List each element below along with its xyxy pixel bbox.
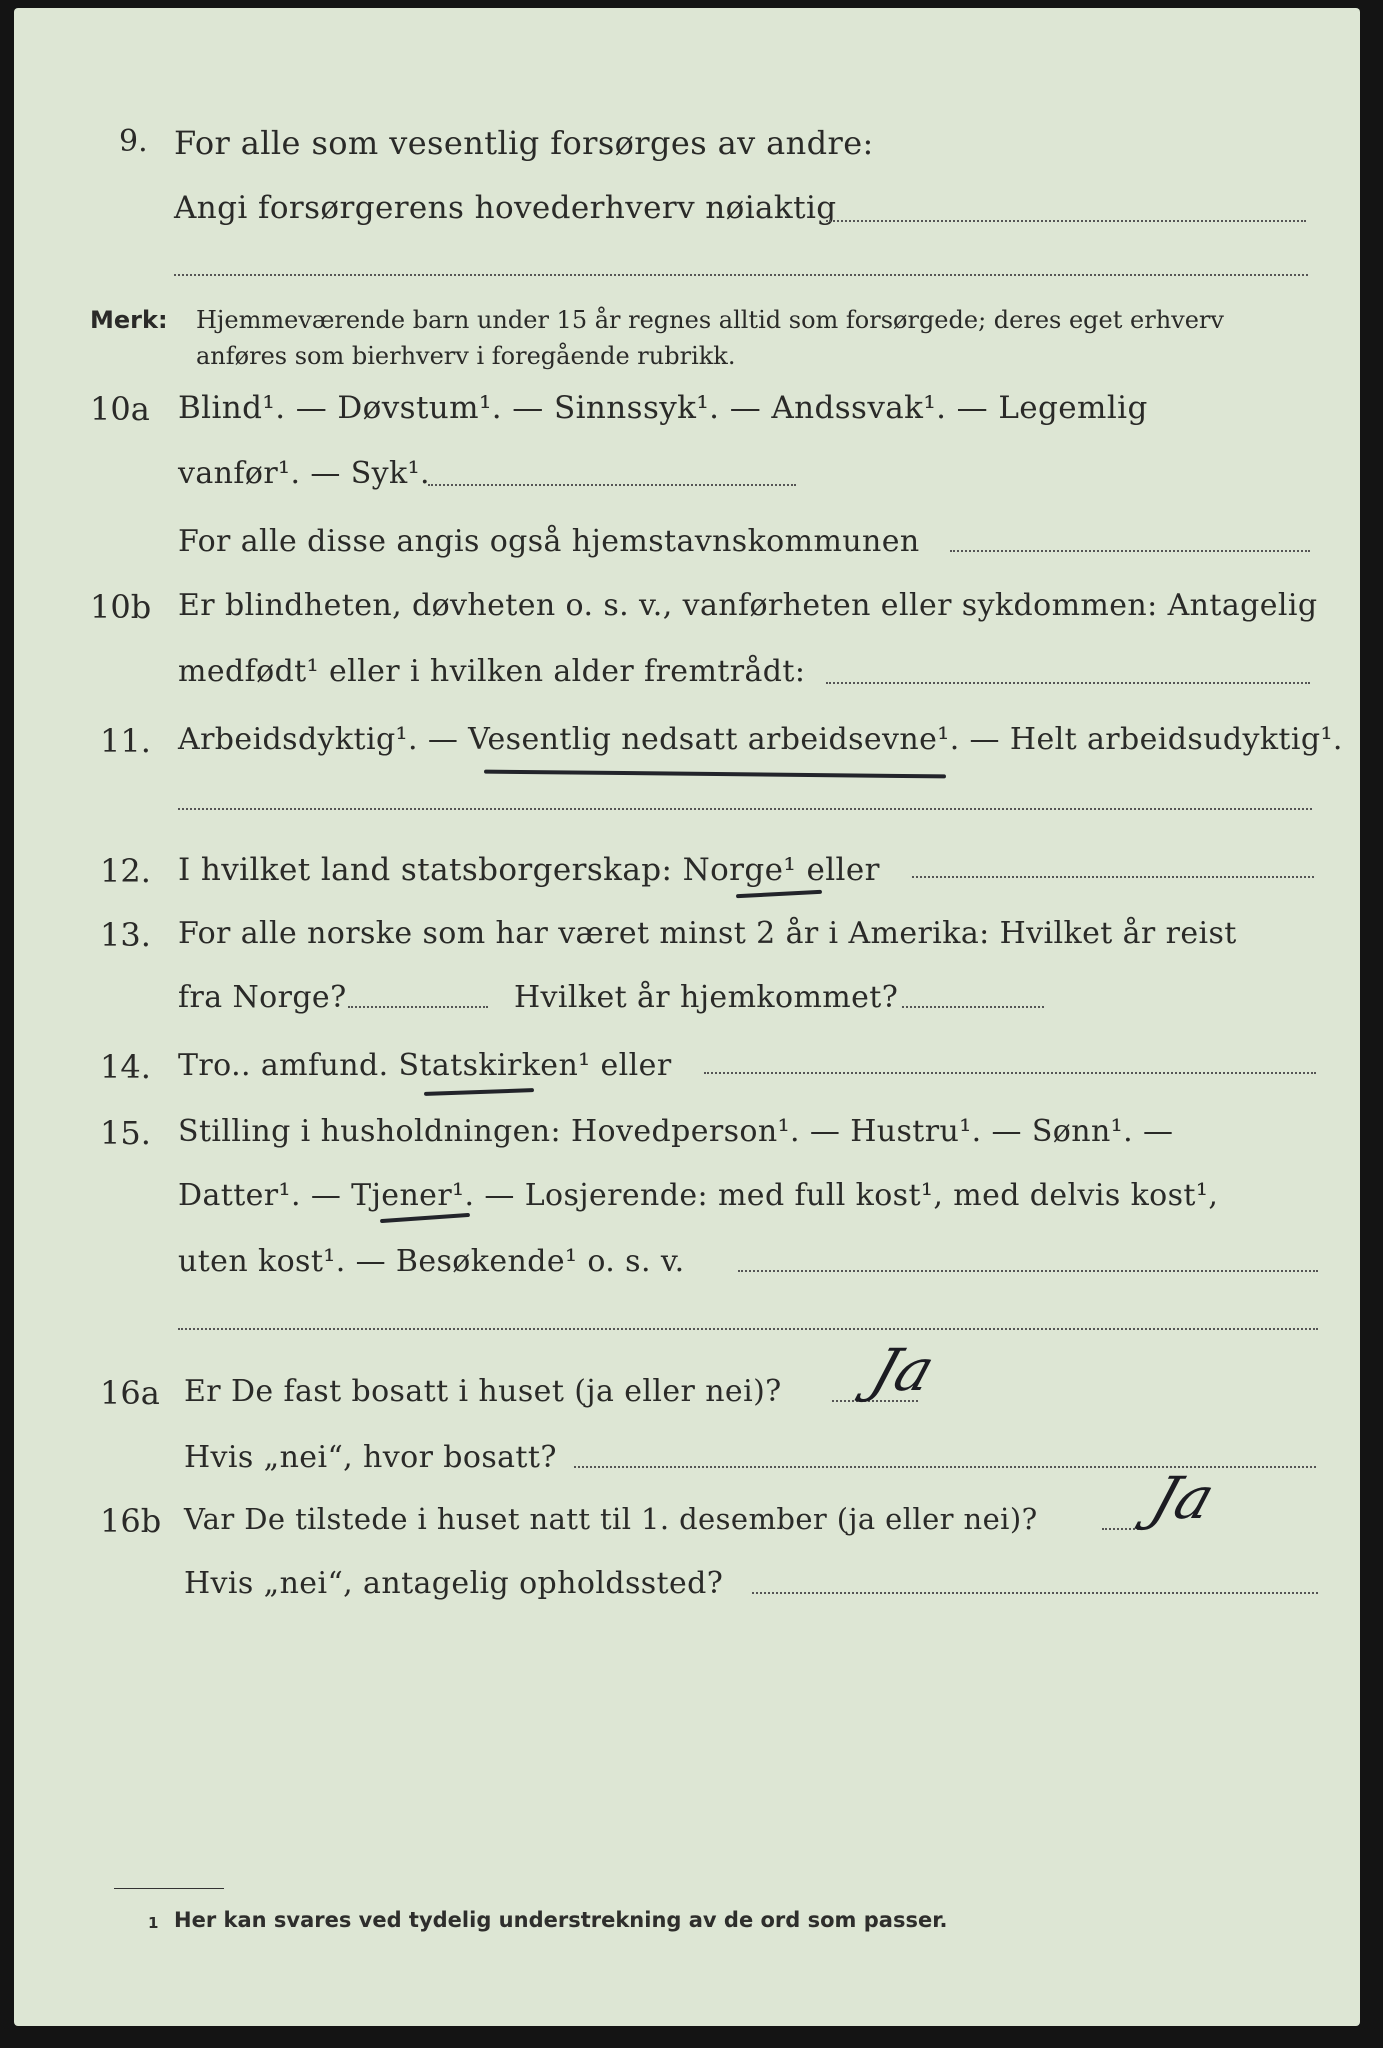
- census-form-page: [14, 8, 1360, 2026]
- q10b-text-line1: Er blindheten, døvheten o. s. v., vanførheten eller sykdommen: Antagelig: [178, 588, 1318, 623]
- q15-number: 15.: [100, 1114, 151, 1152]
- q9-answer-field-2[interactable]: [174, 274, 1308, 276]
- q9-answer-field[interactable]: [826, 220, 1306, 222]
- q16a-number: 16a: [100, 1374, 160, 1412]
- q10a-text-line2: vanfør¹. — Syk¹.: [178, 456, 430, 491]
- q10a-hjemstavn-field[interactable]: [950, 550, 1310, 552]
- q10a-text-line3: For alle disse angis også hjemstavnskommunen: [178, 524, 920, 559]
- q13-text-line2a: fra Norge?: [178, 980, 347, 1015]
- q16b-text-line1: Var De tilstede i huset natt til 1. desember (ja eller nei)?: [184, 1502, 1038, 1536]
- q16b-number: 16b: [100, 1502, 162, 1540]
- merk-text-line2: anføres som bierhverv i foregående rubrikk.: [196, 342, 736, 370]
- q13-hjemkommet-field[interactable]: [902, 1006, 1044, 1008]
- q13-text-line2b: Hvilket år hjemkommet?: [514, 980, 899, 1015]
- q15-answer-field[interactable]: [738, 1270, 1318, 1272]
- q12-text-line1: I hvilket land statsborgerskap: Norge¹ eller: [178, 852, 880, 888]
- q15-underline-mark: [380, 1213, 470, 1223]
- q16a-text-line1: Er De fast bosatt i huset (ja eller nei)?: [184, 1374, 782, 1409]
- q14-underline-mark: [424, 1088, 534, 1096]
- q16b-opholdssted-field[interactable]: [752, 1592, 1318, 1594]
- q10a-number: 10a: [90, 390, 150, 428]
- q12-number: 12.: [100, 852, 151, 890]
- q11-underline-mark: [484, 770, 946, 779]
- q15-answer-field-2[interactable]: [178, 1328, 1318, 1330]
- q16a-handwritten-answer: Ja: [862, 1336, 943, 1404]
- q11-text-line1: Arbeidsdyktig¹. — Vesentlig nedsatt arbeidsevne¹. — Helt arbeidsudyktig¹.: [178, 722, 1343, 757]
- merk-label: Merk:: [90, 306, 168, 334]
- q15-text-line2: Datter¹. — Tjener¹. — Losjerende: med full kost¹, med delvis kost¹,: [178, 1178, 1219, 1213]
- q14-text-line1: Tro.. amfund. Statskirken¹ eller: [178, 1048, 672, 1083]
- footnote-mark: 1: [148, 1914, 159, 1932]
- footnote-rule: [114, 1888, 224, 1889]
- q13-reist-field[interactable]: [348, 1006, 488, 1008]
- q13-text-line1: For alle norske som har været minst 2 år i Amerika: Hvilket år reist: [178, 916, 1237, 951]
- q16b-text-line2: Hvis „nei“, antagelig opholdssted?: [184, 1566, 724, 1601]
- q16b-handwritten-answer: Ja: [1142, 1464, 1223, 1532]
- q10a-text-line1: Blind¹. — Døvstum¹. — Sinnssyk¹. — Andssvak¹. — Legemlig: [178, 390, 1148, 426]
- q10b-answer-field[interactable]: [826, 682, 1310, 684]
- q10b-number: 10b: [90, 588, 152, 626]
- q12-underline-mark: [736, 890, 822, 898]
- merk-text-line1: Hjemmeværende barn under 15 år regnes alltid som forsørgede; deres eget erhverv: [196, 306, 1224, 334]
- q11-number: 11.: [100, 722, 151, 760]
- q11-answer-field[interactable]: [178, 808, 1312, 810]
- q14-number: 14.: [100, 1048, 151, 1086]
- footnote-text: Her kan svares ved tydelig understrekning av de ord som passer.: [174, 1908, 948, 1932]
- q13-number: 13.: [100, 916, 151, 954]
- q16b-answer-field[interactable]: [1102, 1528, 1142, 1530]
- q9-number: 9.: [119, 124, 148, 159]
- q15-text-line3: uten kost¹. — Besøkende¹ o. s. v.: [178, 1244, 685, 1279]
- q16a-text-line2: Hvis „nei“, hvor bosatt?: [184, 1440, 557, 1475]
- q14-answer-field[interactable]: [704, 1072, 1316, 1074]
- q12-answer-field[interactable]: [912, 876, 1314, 878]
- q9-text-line1: For alle som vesentlig forsørges av andre:: [174, 124, 874, 162]
- q15-text-line1: Stilling i husholdningen: Hovedperson¹. — Hustru¹. — Sønn¹. —: [178, 1114, 1174, 1149]
- q9-text-line2: Angi forsørgerens hovederhverv nøiaktig: [174, 190, 837, 226]
- q10b-text-line2: medfødt¹ eller i hvilken alder fremtrådt:: [178, 654, 806, 689]
- q10a-answer-field[interactable]: [428, 484, 796, 486]
